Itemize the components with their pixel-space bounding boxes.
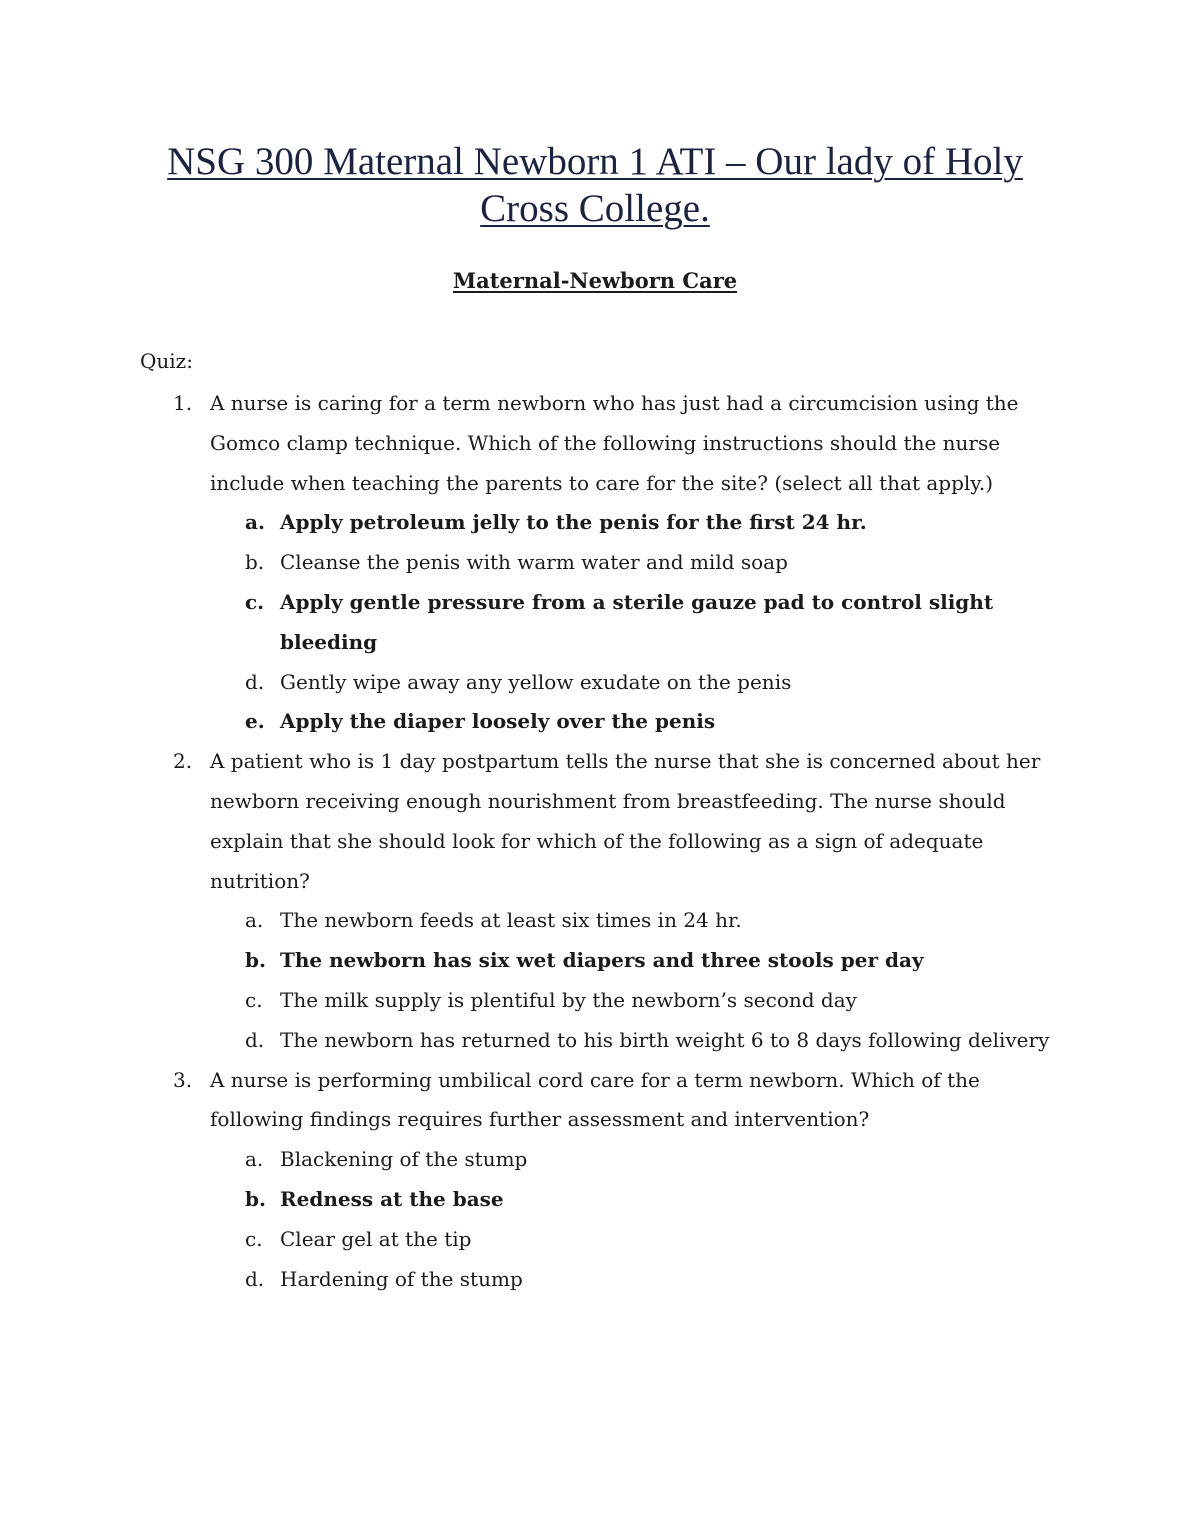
question-item: [140, 742, 1050, 1060]
page-title: [120, 138, 1070, 232]
option-text: Apply gentle pressure from a sterile gauze pad to control slight bleeding: [280, 589, 994, 654]
option-letter: b.: [245, 948, 266, 973]
answer-option: [140, 1180, 1050, 1220]
answer-option: [140, 901, 1050, 941]
answer-option: [140, 583, 1050, 663]
question-number: 3.: [173, 1067, 193, 1092]
option-letter: a.: [245, 908, 264, 933]
option-letter: e.: [245, 709, 265, 734]
option-text: Gently wipe away any yellow exudate on the penis: [280, 669, 792, 694]
question-number: 1.: [173, 391, 193, 415]
question-text-block: [140, 384, 1050, 503]
question-text-block: [140, 742, 1050, 901]
answer-option: [140, 981, 1050, 1021]
option-list: [140, 503, 1050, 742]
question-text: A patient who is 1 day postpartum tells the nurse that she is concerned about her newborn receiving enough nourishment from breastfeeding. The nurse should explain that she should look for which of the following as a sign of adequate nutrition?: [210, 749, 1041, 893]
section-subtitle: Maternal-Newborn Care: [452, 268, 738, 293]
option-letter: b.: [245, 1186, 266, 1211]
option-text: The newborn has returned to his birth weight 6 to 8 days following delivery: [280, 1027, 1050, 1052]
answer-option: [140, 543, 1050, 583]
question-number: 2.: [173, 749, 193, 774]
option-letter: a.: [245, 510, 265, 535]
question-text: A nurse is caring for a term newborn who has just had a circumcision using the Gomco clamp technique. Which of the following instructions should the nurse include when teaching the parents to care for the site? (select all that apply.): [210, 391, 1019, 495]
question-text-block: [140, 1061, 1050, 1141]
answer-option: [140, 1021, 1050, 1061]
answer-option: [140, 1260, 1050, 1300]
option-letter: d.: [245, 669, 265, 694]
question-item: [140, 1061, 1050, 1300]
option-text: Cleanse the penis with warm water and mild soap: [280, 550, 788, 575]
option-list: [140, 901, 1050, 1060]
answer-option: [140, 503, 1050, 543]
answer-option: [140, 1220, 1050, 1260]
option-text: Hardening of the stump: [280, 1266, 523, 1291]
option-text: The milk supply is plentiful by the newborn’s second day: [280, 987, 857, 1012]
option-text: Apply the diaper loosely over the penis: [280, 709, 716, 734]
option-letter: c.: [245, 589, 265, 614]
question-item: [140, 384, 1050, 742]
option-text: The newborn has six wet diapers and three stools per day: [280, 948, 924, 973]
option-letter: c.: [245, 1226, 263, 1251]
answer-option: [140, 702, 1050, 742]
question-text: A nurse is performing umbilical cord care for a term newborn. Which of the following findings requires further assessment and intervention?: [210, 1067, 980, 1132]
answer-option: [140, 941, 1050, 981]
answer-option: [140, 1140, 1050, 1180]
option-letter: a.: [245, 1147, 264, 1172]
option-text: Redness at the base: [280, 1186, 504, 1211]
option-text: The newborn feeds at least six times in 24 hr.: [280, 908, 742, 933]
option-list: [140, 1140, 1050, 1299]
option-text: Blackening of the stump: [280, 1147, 528, 1172]
option-text: Clear gel at the tip: [280, 1226, 472, 1251]
question-list: [140, 384, 1050, 1299]
option-letter: d.: [245, 1027, 265, 1052]
quiz-label: Quiz:: [140, 349, 193, 373]
option-letter: c.: [245, 987, 263, 1012]
option-letter: d.: [245, 1266, 265, 1291]
answer-option: [140, 663, 1050, 703]
option-text: Apply petroleum jelly to the penis for the first 24 hr.: [280, 510, 867, 535]
page-title-text: NSG 300 Maternal Newborn 1 ATI – Our lady of Holy Cross College.: [167, 140, 1023, 230]
option-letter: b.: [245, 550, 265, 575]
